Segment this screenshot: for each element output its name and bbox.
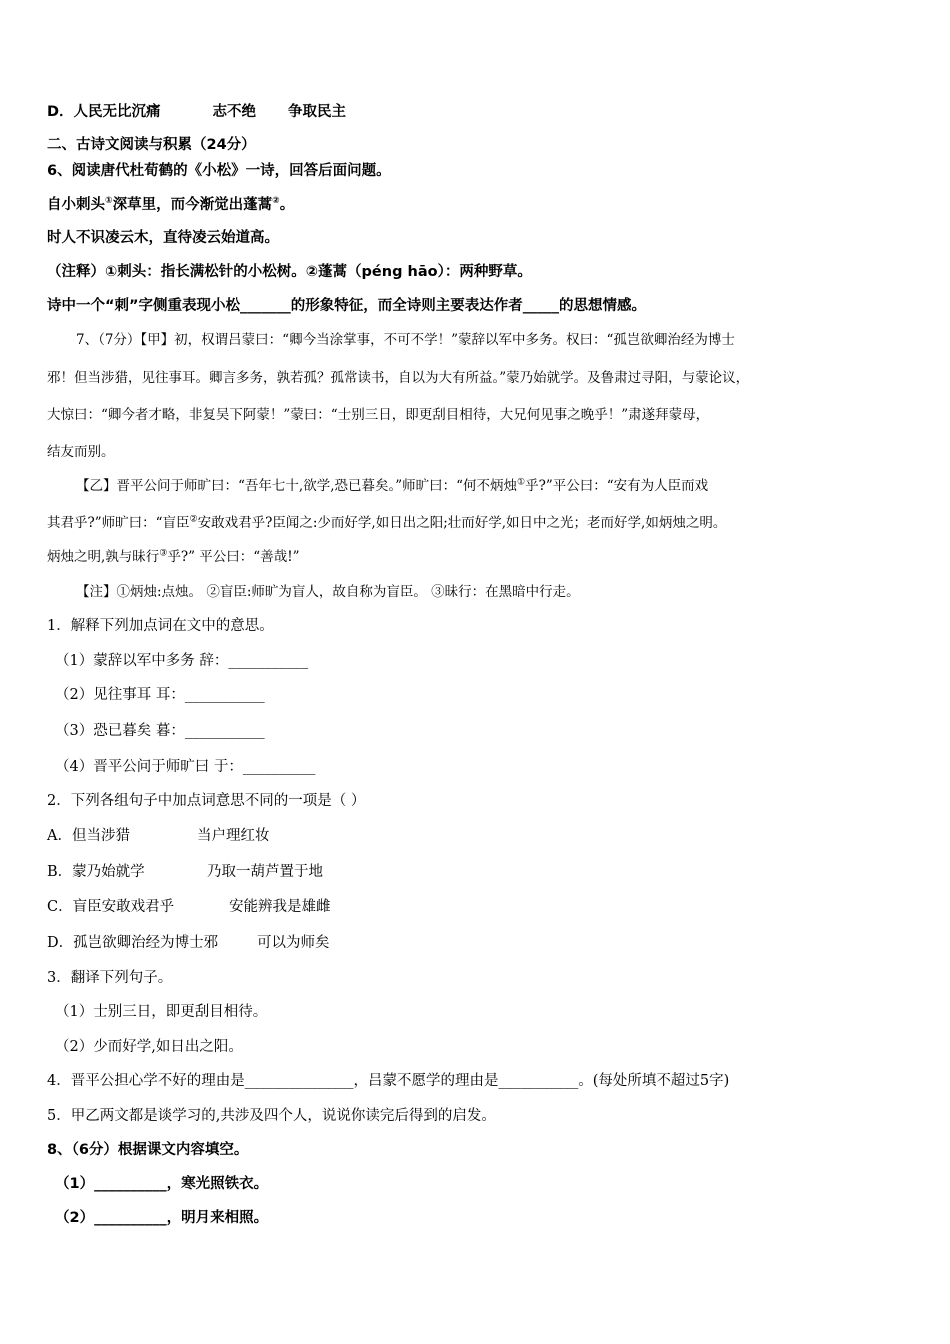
poem-1b: 深草里，而今渐觉出蓬蒿 [112, 197, 273, 213]
q8-line-2: （2）__________，明月来相照。 [55, 1210, 269, 1226]
q7-jia-2: 邪！但当涉猎，见往事耳。卿言多务，孰若孤？孤常读书，自以为大有所益。”蒙乃始就学。及鲁肃过寻阳，与蒙论议， [47, 370, 750, 386]
opt-b-left: B．蒙乃始就学 [47, 864, 145, 880]
yi-2b: 安敢戏君乎?臣闻之:少而好学,如日出之阳;壮而好学,如日中之光；老而好学,如炳烛之明。 [197, 515, 727, 531]
sub1-item-2: （2）见往事耳 耳：___________ [55, 687, 265, 703]
option-d-b: 志不绝 [212, 104, 257, 120]
poem-1a: 自小刺头 [47, 197, 105, 213]
yi-mark-3: ③ [159, 548, 168, 559]
sub2-option-a [47, 826, 270, 846]
footnote-mark-1: ① [105, 196, 113, 207]
sub2-option-d [47, 933, 330, 953]
q6-prompt: 6、阅读唐代杜荀鹤的《小松》一诗，回答后面问题。 [47, 163, 391, 179]
poem-1c: 。 [279, 197, 295, 213]
q8-line-1: （1）__________，寒光照铁衣。 [55, 1176, 269, 1192]
sub1-item-1: （1）蒙辞以军中多务 辞：___________ [55, 653, 309, 669]
opt-b-right: 乃取一葫芦置于地 [207, 864, 323, 880]
option-d-a: D．人民无比沉痛 [47, 104, 161, 120]
poem-line-1 [47, 195, 294, 215]
q7-jia-4: 结友而别。 [47, 444, 115, 460]
option-d-c: 争取民主 [288, 104, 347, 120]
sub3-item-2: （2）少而好学,如日出之阳。 [55, 1039, 243, 1055]
sub1-item-3: （3）恐已暮矣 暮：___________ [55, 723, 265, 739]
yi-1a: 【乙】晋平公问于师旷曰：“吾年七十,欲学,恐已暮矣。”师旷曰：“何不炳烛 [76, 478, 518, 494]
opt-d-right: 可以为师矣 [257, 935, 330, 951]
section-2-heading: 二、古诗文阅读与积累（24分） [47, 137, 256, 153]
option-d-line [47, 102, 346, 122]
q6-note: （注释）①刺头：指长满松针的小松树。②蓬蒿（péng hāo）：两种野草。 [47, 264, 532, 280]
yi-mark-2: ② [189, 514, 198, 525]
opt-d-left: D．孤岂欲卿治经为博士邪 [47, 935, 219, 951]
poem-line-2: 时人不识凌云木，直待凌云始道高。 [47, 230, 279, 246]
sub2-option-c [47, 897, 331, 917]
sub5-prompt: 5．甲乙两文都是谈学习的,共涉及四个人，说说你读完后得到的启发。 [47, 1108, 496, 1124]
sub2-option-b [47, 862, 323, 882]
q7-yi-1 [76, 476, 708, 496]
sub1-item-4: （4）晋平公问于师旷曰 于：__________ [55, 759, 316, 775]
sub1-prompt: 1．解释下列加点词在文中的意思。 [47, 618, 274, 634]
sub2-prompt: 2．下列各组句子中加点词意思不同的一项是（ ） [47, 793, 366, 809]
q7-yi-3 [47, 547, 300, 567]
q8-prompt: 8、（6分）根据课文内容填空。 [47, 1142, 249, 1158]
q7-yi-2 [47, 513, 726, 533]
opt-c-right: 安能辨我是雄雌 [229, 899, 331, 915]
footnote-mark-2: ② [272, 196, 280, 207]
sub4-prompt: 4．晋平公担心学不好的理由是_______________，吕蒙不愿学的理由是___________。(每处所填不超过5字) [47, 1073, 730, 1089]
sub3-item-1: （1）士别三日，即更刮目相待。 [55, 1004, 268, 1020]
opt-a-left: A．但当涉猎 [47, 828, 130, 844]
opt-a-right: 当户理红妆 [197, 828, 270, 844]
yi-1b: 乎?”平公曰：“安有为人臣而戏 [525, 478, 709, 494]
yi-2a: 其君乎?”师旷曰：“盲臣 [47, 515, 190, 531]
yi-3a: 炳烛之明,孰与昧行 [47, 549, 160, 565]
yi-mark-1: ① [517, 477, 526, 488]
sub3-prompt: 3．翻译下列句子。 [47, 970, 173, 986]
q7-note: 【注】①炳烛:点烛。 ②盲臣:师旷为盲人，故自称为盲臣。 ③昧行：在黑暗中行走。 [76, 584, 580, 600]
yi-3b: 乎?” 平公曰：“善哉!” [167, 549, 300, 565]
q7-jia-3: 大惊曰：“卿今者才略，非复吴下阿蒙！”蒙曰：“士别三日，即更刮目相待，大兄何见事之晚乎！”肃遂拜蒙母， [47, 407, 710, 423]
opt-c-left: C．盲臣安敢戏君乎 [47, 899, 175, 915]
q6-question: 诗中一个“刺”字侧重表现小松_______的形象特征，而全诗则主要表达作者_____的思想情感。 [47, 298, 647, 314]
q7-jia-1: 7、（7分）【甲】初，权谓吕蒙曰：“卿今当涂掌事，不可不学！”蒙辞以军中多务。权曰：“孤岂欲卿治经为博士 [76, 332, 735, 348]
